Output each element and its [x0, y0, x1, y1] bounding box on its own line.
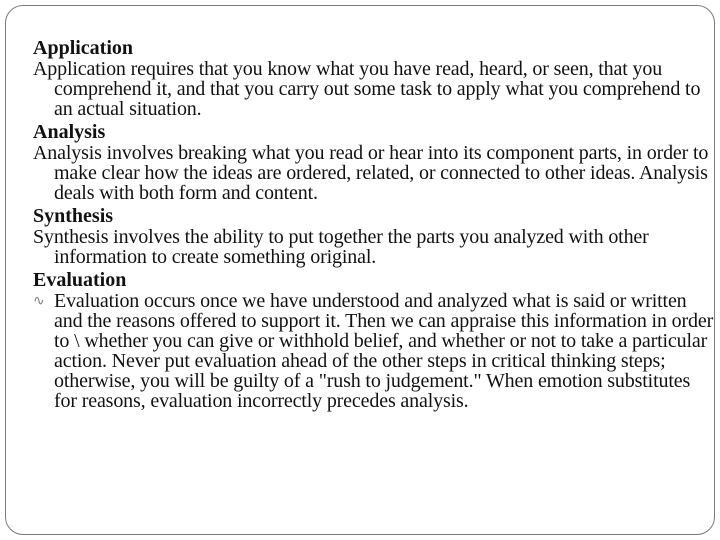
slide-content [33, 37, 716, 413]
paragraph-application: Application requires that you know what you have read, heard, or seen, that you comprehend it, and that you carry out some task to apply what you comprehend to an actual situation. [33, 58, 701, 120]
paragraph-analysis: Analysis involves breaking what you read or hear into its component parts, in order to make clear how the ideas are ordered, related, or connected to other ideas. Analysis deals with both form and content. [33, 142, 709, 204]
wave-bullet-icon: ∿ [33, 293, 45, 309]
paragraph-evaluation [33, 291, 716, 411]
heading-application: Application [33, 37, 134, 59]
heading-synthesis: Synthesis [33, 205, 114, 227]
heading-evaluation: Evaluation [33, 269, 127, 291]
paragraph-synthesis: Synthesis involves the ability to put together the parts you analyzed with other information to create something original. [33, 226, 649, 268]
slide-frame [5, 5, 715, 535]
heading-analysis: Analysis [33, 121, 106, 143]
paragraph-evaluation-text: Evaluation occurs once we have understood and analyzed what is said or written and the reasons offered to support it. Then we can appraise this information in order to \ whether you can give or withhold belief, and whether or not to take a particular action. Never put evaluation ahead of the other steps in critical thinking steps; otherwise, you will be guilty of a "rush to judgement." When emotion substitutes for reasons, evaluation incorrectly precedes analysis. [54, 290, 714, 412]
